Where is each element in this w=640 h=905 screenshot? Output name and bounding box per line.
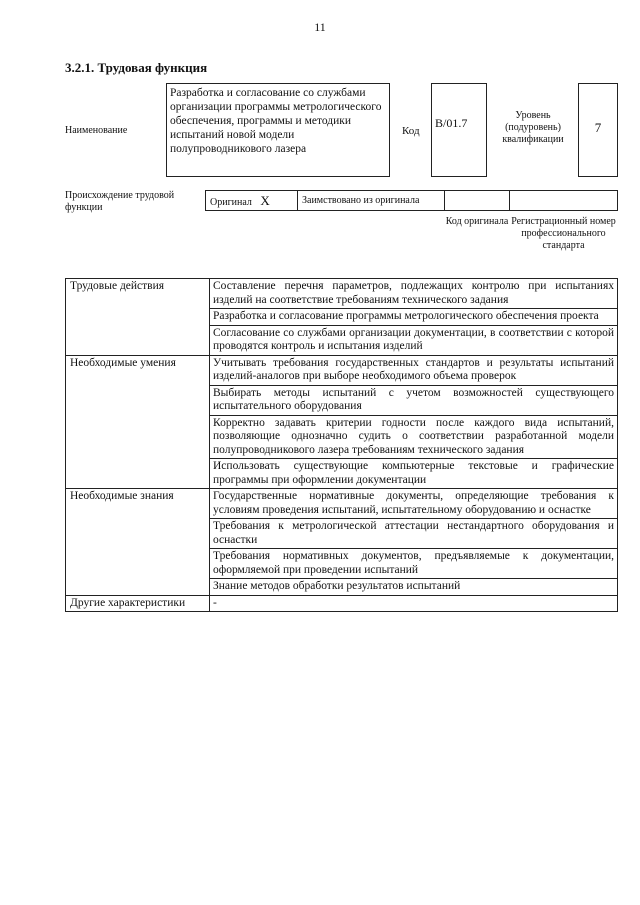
table-row xyxy=(66,355,618,489)
list-item: Требования к метрологической аттестации нестандартного оборудования и оснастки xyxy=(210,519,617,549)
origin-original-text: Оригинал xyxy=(210,197,252,208)
code-value-box: B/01.7 xyxy=(431,83,487,177)
origin-reg-cell xyxy=(509,190,618,211)
level-label: Уровень (подуровень) квалификации xyxy=(502,110,564,145)
list-item: Требования нормативных документов, предъявляемые к документации, оформляемой при проведении испытаний xyxy=(210,549,617,579)
list-item: Составление перечня параметров, подлежащих контролю при испытаниях изделий на соответствие требованиям технического задания xyxy=(210,279,617,309)
list-item: Разработка и согласование программы метрологического обеспечения проекта xyxy=(210,309,617,326)
list-item: Корректно задавать критерии годности после каждого вида испытаний, позволяющие однозначно судить о соответствии разработанной модели полупроводникового лазера требованиям технического задания xyxy=(210,416,617,460)
level-value-box: 7 xyxy=(578,83,618,177)
origin-code-cell xyxy=(444,190,510,211)
list-item: Знание методов обработки результатов испытаний xyxy=(213,580,461,592)
labor-function-table xyxy=(65,278,618,612)
list-item: Государственные нормативные документы, определяющие требования к условиям проведения испытаний, испытательному оборудованию и оснастке xyxy=(210,489,617,519)
page-number: 11 xyxy=(314,20,326,34)
table-row xyxy=(66,595,618,612)
function-name-box: Разработка и согласование со службами организации программы метрологического обеспечения, программы и методики испытаний новой модели полупроводникового лазера xyxy=(166,83,390,177)
reg-number-caption: Регистрационный номер профессионального стандарта xyxy=(511,216,616,251)
code-label: Код xyxy=(402,125,420,137)
origin-original-mark: X xyxy=(260,193,270,208)
table-row xyxy=(66,489,618,596)
list-item: Согласование со службами организации документации, в соответствии с которой проводятся контроль и испытания изделий xyxy=(213,326,614,352)
code-original-caption: Код оригинала xyxy=(445,216,509,227)
origin-borrowed-cell xyxy=(297,190,445,211)
list-item: Использовать существующие компьютерные текстовые и графические программы при оформлении документации xyxy=(213,460,614,486)
name-label: Наименование xyxy=(65,125,128,136)
row-header: Необходимые умения xyxy=(66,355,210,489)
origin-label: Происхождение трудовой функции xyxy=(65,190,175,213)
row-header: Необходимые знания xyxy=(66,489,210,596)
table-row xyxy=(66,279,618,356)
list-item: - xyxy=(213,596,217,609)
list-item: Выбирать методы испытаний с учетом возможностей существующего испытательного оборудования xyxy=(210,386,617,416)
origin-borrowed-text: Заимствовано из оригинала xyxy=(302,195,420,206)
section-title: 3.2.1. Трудовая функция xyxy=(65,60,208,75)
list-item: Учитывать требования государственных стандартов и результаты испытаний изделий-аналогов при выборе необходимого объема проверок xyxy=(210,356,617,386)
row-header: Трудовые действия xyxy=(66,279,210,356)
row-header: Другие характеристики xyxy=(66,595,210,612)
origin-original-cell xyxy=(205,190,298,211)
